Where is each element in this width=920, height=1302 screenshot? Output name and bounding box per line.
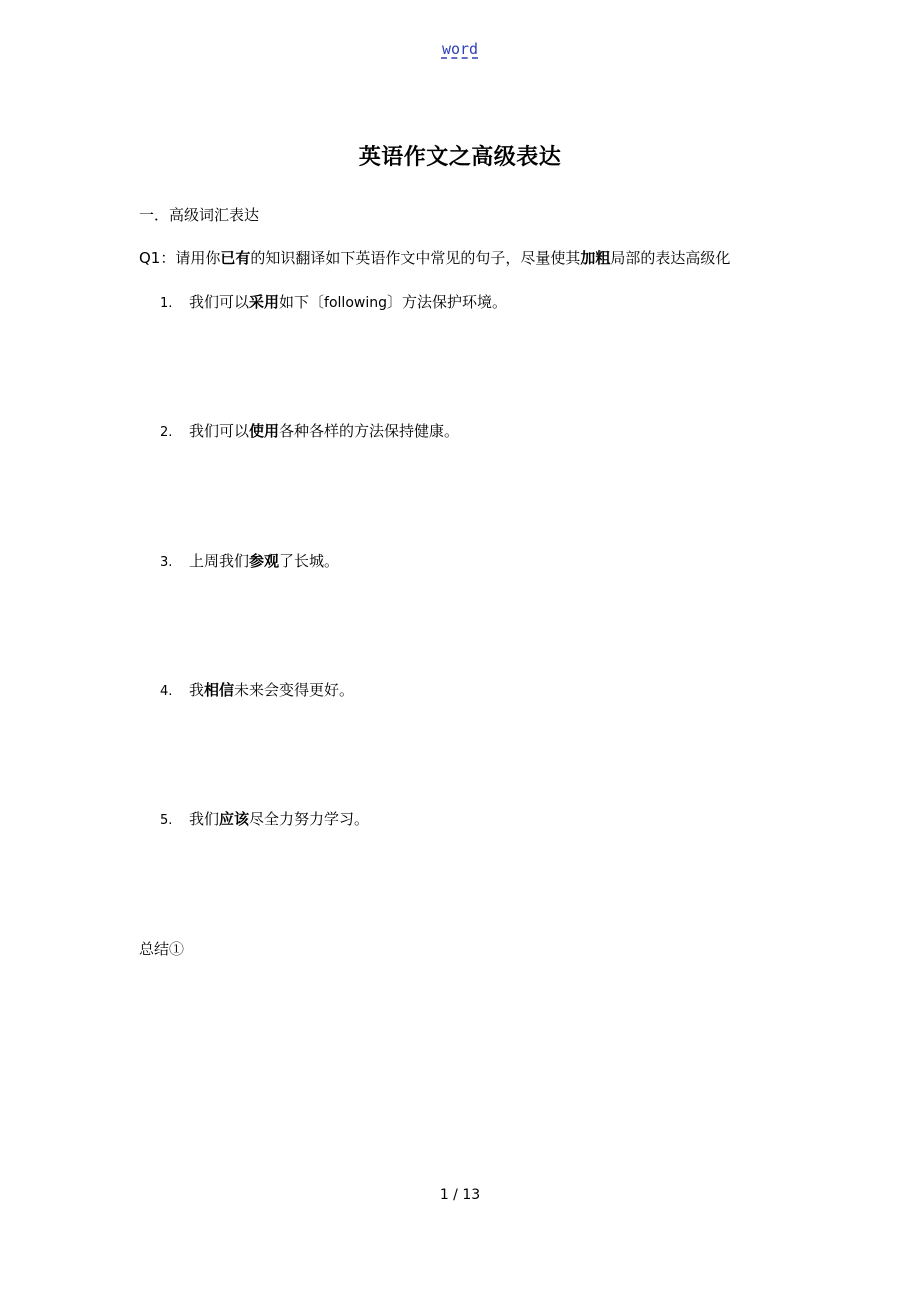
list-item-bold: 应该 bbox=[219, 810, 250, 828]
list-item-text: 我们可以 bbox=[189, 293, 250, 311]
list-item-4 bbox=[160, 679, 354, 700]
list-item-text: 上周我们 bbox=[189, 552, 250, 570]
list-item-3 bbox=[160, 550, 339, 571]
list-item-number: 5. bbox=[160, 813, 173, 828]
document-title: 英语作文之高级表达 bbox=[358, 144, 562, 170]
question-q1 bbox=[139, 247, 730, 268]
list-item-bold: 参观 bbox=[249, 552, 280, 570]
list-item-bold: 使用 bbox=[249, 422, 280, 440]
question-bold-2: 加粗 bbox=[580, 249, 611, 267]
list-item-1 bbox=[160, 291, 507, 312]
list-item-latin: following bbox=[324, 295, 387, 311]
list-item-text: 了长城。 bbox=[279, 552, 340, 570]
list-item-5 bbox=[160, 808, 369, 829]
list-item-number: 2. bbox=[160, 425, 173, 440]
list-item-text: 我们可以 bbox=[189, 422, 250, 440]
summary-heading: 总结① bbox=[139, 940, 185, 958]
question-text-part1: ：请用你 bbox=[160, 249, 221, 267]
question-text-part3: 局部的表达高级化 bbox=[610, 249, 731, 267]
question-label: Q1 bbox=[139, 249, 161, 267]
list-item-bold: 采用 bbox=[249, 293, 280, 311]
header-word-link[interactable]: word bbox=[441, 40, 479, 58]
section-heading: 一．高级词汇表达 bbox=[139, 206, 260, 224]
list-item-text: 未来会变得更好。 bbox=[234, 681, 355, 699]
list-item-text: 我 bbox=[189, 681, 205, 699]
list-item-bold: 相信 bbox=[204, 681, 235, 699]
list-item-2 bbox=[160, 420, 459, 441]
list-item-number: 4. bbox=[160, 684, 173, 699]
question-bold-1: 已有 bbox=[220, 249, 251, 267]
list-item-text: 〕方法保护环境。 bbox=[387, 293, 508, 311]
list-item-number: 3. bbox=[160, 555, 173, 570]
list-item-text: 尽全力努力学习。 bbox=[249, 810, 370, 828]
list-item-number: 1. bbox=[160, 296, 173, 311]
list-item-text: 如下〔 bbox=[279, 293, 325, 311]
question-text-part2: 的知识翻译如下英语作文中常见的句子，尽量使其 bbox=[250, 249, 581, 267]
list-item-text: 我们 bbox=[189, 810, 220, 828]
list-item-text: 各种各样的方法保持健康。 bbox=[279, 422, 460, 440]
page-number: 1 / 13 bbox=[439, 1187, 481, 1203]
